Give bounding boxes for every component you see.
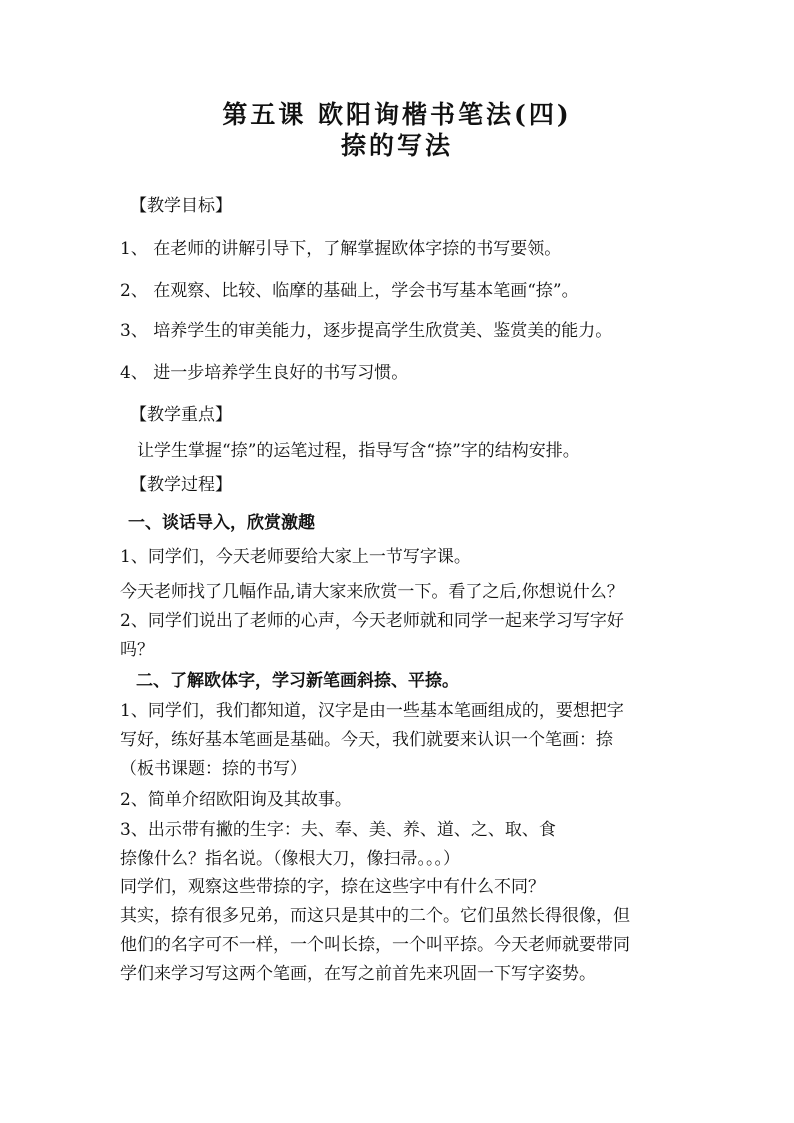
section2-line: 2、简单介绍欧阳询及其故事。: [120, 790, 352, 810]
section2-line: 他们的名字可不一样，一个叫长捺，一个叫平捺。今天老师就要带同: [120, 935, 630, 955]
section1-line: 2、同学们说出了老师的心声，今天老师就和同学一起来学习写字好: [120, 611, 624, 631]
section2-line: 3、出示带有撇的生字：夫、奉、美、养、道、之、取、食: [120, 820, 556, 840]
section2-line: 捺像什么？指名说。（像根大刀，像扫帚。。。）: [120, 849, 460, 869]
section2-line: （板书课题：捺的书写）: [120, 759, 307, 779]
objective-item: 1、 在老师的讲解引导下，了解掌握欧体字捺的书写要领。: [120, 239, 562, 259]
objectives-heading: 【教学目标】: [130, 196, 232, 216]
section1-line: 1、同学们，今天老师要给大家上一节写字课。: [120, 547, 471, 567]
lesson-subtitle: 捺的写法: [340, 131, 453, 160]
lesson-title: 第五课 欧阳询楷书笔法(四): [222, 100, 572, 129]
section2-line: 写好，练好基本笔画是基础。今天，我们就要来认识一个笔画：捺: [120, 730, 613, 750]
process-heading: 【教学过程】: [130, 475, 232, 495]
objective-item: 2、 在观察、比较、临摩的基础上，学会书写基本笔画“捺”。: [120, 281, 579, 301]
section2-line: 1、同学们，我们都知道，汉字是由一些基本笔画组成的，要想把字: [120, 701, 624, 721]
section2-line: 学们来学习写这两个笔画，在写之前首先来巩固一下写字姿势。: [120, 964, 596, 984]
section2-heading: 二、了解欧体字，学习新笔画斜捺、平捺。: [136, 671, 459, 691]
keypoints-heading: 【教学重点】: [130, 405, 232, 425]
keypoints-text: 让学生掌握“捺”的运笔过程，指导写含“捺”字的结构安排。: [137, 441, 580, 461]
objective-item: 4、 进一步培养学生良好的书写习惯。: [120, 363, 409, 383]
section2-line: 其实，捺有很多兄弟，而这只是其中的二个。它们虽然长得很像，但: [120, 906, 630, 926]
section1-line: 吗？: [120, 640, 154, 660]
section2-line: 同学们，观察这些带捺的字，捺在这些字中有什么不同？: [120, 877, 545, 897]
section1-heading: 一、谈话导入，欣赏激趣: [128, 513, 315, 533]
section1-line: 今天老师找了几幅作品,请大家来欣赏一下。看了之后,你想说什么？: [120, 582, 624, 602]
objective-item: 3、 培养学生的审美能力，逐步提高学生欣赏美、鉴赏美的能力。: [120, 321, 613, 341]
